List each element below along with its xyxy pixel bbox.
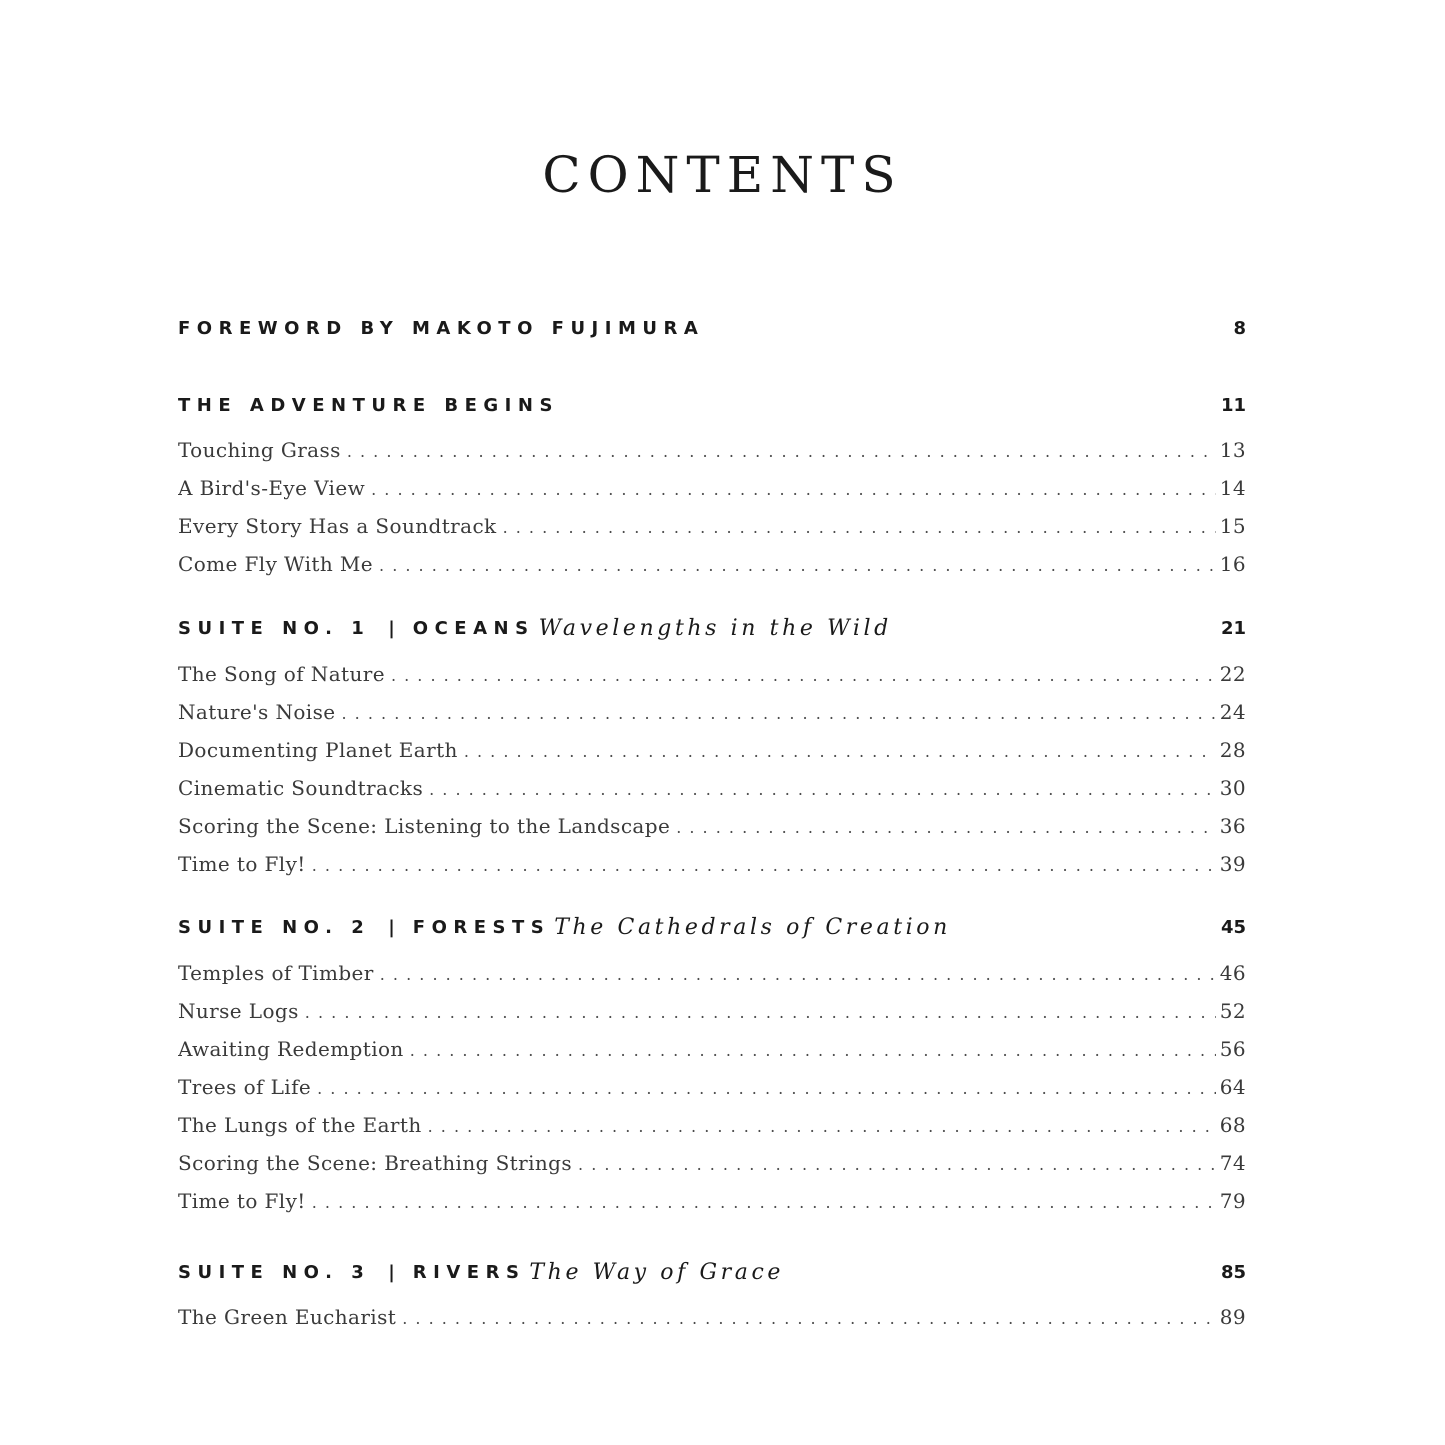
entry-page-number: 13 — [1219, 438, 1246, 462]
entry-label: Touching Grass — [178, 438, 341, 462]
toc-entry[interactable] — [178, 1305, 1246, 1335]
heading-label: FOREWORD BY MAKOTO FUJIMURA — [178, 317, 705, 339]
entry-page-number: 68 — [1219, 1113, 1246, 1137]
dot-leader — [391, 666, 1216, 685]
toc-entry[interactable] — [178, 814, 1246, 844]
dot-leader — [380, 965, 1216, 984]
entry-label: The Lungs of the Earth — [178, 1113, 422, 1137]
entry-page-number: 30 — [1219, 776, 1246, 800]
entry-page-number: 89 — [1219, 1305, 1246, 1329]
entry-label: A Bird's-Eye View — [178, 476, 366, 500]
toc-entry[interactable] — [178, 514, 1246, 544]
toc-entry[interactable] — [178, 1037, 1246, 1067]
heading-page-number: 8 — [1233, 317, 1246, 339]
toc-heading-foreword[interactable] — [178, 313, 1246, 343]
entry-label: Documenting Planet Earth — [178, 738, 458, 762]
toc-entry[interactable] — [178, 700, 1246, 730]
entry-page-number: 15 — [1219, 514, 1246, 538]
entry-page-number: 56 — [1219, 1037, 1246, 1061]
suite-label: FORESTS — [412, 916, 551, 938]
entry-page-number: 14 — [1219, 476, 1246, 500]
toc-entry[interactable] — [178, 476, 1246, 506]
suite-separator: | — [388, 1261, 395, 1283]
entry-label: Every Story Has a Soundtrack — [178, 514, 497, 538]
entry-page-number: 46 — [1219, 961, 1246, 985]
entry-label: Scoring the Scene: Breathing Strings — [178, 1151, 573, 1175]
dot-leader — [347, 442, 1216, 461]
entry-page-number: 24 — [1219, 700, 1246, 724]
entry-page-number: 36 — [1219, 814, 1246, 838]
dot-leader — [676, 818, 1216, 837]
heading-page-number: 45 — [1220, 916, 1246, 938]
entry-label: Nature's Noise — [178, 700, 336, 724]
toc-entry[interactable] — [178, 1075, 1246, 1105]
heading-label: THE ADVENTURE BEGINS — [178, 394, 559, 416]
entry-page-number: 74 — [1219, 1151, 1246, 1175]
suite-subtitle: Wavelengths in the Wild — [538, 615, 892, 641]
dot-leader — [305, 1003, 1216, 1022]
dot-leader — [402, 1309, 1216, 1328]
entry-page-number: 39 — [1219, 852, 1246, 876]
dot-leader — [312, 1193, 1216, 1212]
toc-entry[interactable] — [178, 662, 1246, 692]
toc-entry[interactable] — [178, 776, 1246, 806]
dot-leader — [429, 780, 1216, 799]
toc-entry[interactable] — [178, 1189, 1246, 1219]
suite-number: SUITE NO. 2 — [178, 916, 371, 938]
toc-entry[interactable] — [178, 999, 1246, 1029]
entry-label: Nurse Logs — [178, 999, 299, 1023]
toc-heading-suite-1-oceans[interactable] — [178, 613, 1246, 643]
toc-entry[interactable] — [178, 438, 1246, 468]
entry-label: Come Fly With Me — [178, 552, 374, 576]
dot-leader — [312, 856, 1216, 875]
dot-leader — [428, 1117, 1216, 1136]
toc-entry[interactable] — [178, 961, 1246, 991]
suite-number: SUITE NO. 1 — [178, 617, 371, 639]
suite-subtitle: The Cathedrals of Creation — [554, 914, 951, 940]
toc-entry[interactable] — [178, 552, 1246, 582]
heading-page-number: 11 — [1220, 394, 1246, 416]
suite-label: RIVERS — [412, 1261, 526, 1283]
entry-label: Time to Fly! — [178, 852, 306, 876]
dot-leader — [578, 1155, 1216, 1174]
dot-leader — [503, 518, 1216, 537]
dot-leader — [410, 1041, 1216, 1060]
entry-page-number: 28 — [1219, 738, 1246, 762]
entry-page-number: 22 — [1219, 662, 1246, 686]
entry-label: The Green Eucharist — [178, 1305, 397, 1329]
entry-label: Trees of Life — [178, 1075, 312, 1099]
heading-page-number: 21 — [1220, 617, 1246, 639]
dot-leader — [317, 1079, 1216, 1098]
entry-page-number: 16 — [1219, 552, 1246, 576]
entry-label: Awaiting Redemption — [178, 1037, 404, 1061]
dot-leader — [379, 556, 1216, 575]
entry-label: Scoring the Scene: Listening to the Landscape — [178, 814, 671, 838]
suite-separator: | — [388, 617, 395, 639]
entry-page-number: 64 — [1219, 1075, 1246, 1099]
suite-number: SUITE NO. 3 — [178, 1261, 371, 1283]
entry-page-number: 79 — [1219, 1189, 1246, 1213]
heading-page-number: 85 — [1220, 1261, 1246, 1283]
toc-heading-suite-2-forests[interactable] — [178, 912, 1246, 942]
suite-label: OCEANS — [412, 617, 535, 639]
toc-entry[interactable] — [178, 852, 1246, 882]
dot-leader — [342, 704, 1216, 723]
entry-label: The Song of Nature — [178, 662, 385, 686]
toc-heading-suite-3-rivers[interactable] — [178, 1257, 1246, 1287]
entry-page-number: 52 — [1219, 999, 1246, 1023]
entry-label: Cinematic Soundtracks — [178, 776, 424, 800]
page-title: CONTENTS — [542, 146, 903, 204]
entry-label: Temples of Timber — [178, 961, 374, 985]
toc-entry[interactable] — [178, 1151, 1246, 1181]
dot-leader — [371, 480, 1216, 499]
toc-entry[interactable] — [178, 738, 1246, 768]
suite-subtitle: The Way of Grace — [529, 1259, 785, 1285]
toc-entry[interactable] — [178, 1113, 1246, 1143]
entry-label: Time to Fly! — [178, 1189, 306, 1213]
suite-separator: | — [388, 916, 395, 938]
dot-leader — [464, 742, 1216, 761]
toc-heading-adventure-begins[interactable] — [178, 390, 1246, 420]
